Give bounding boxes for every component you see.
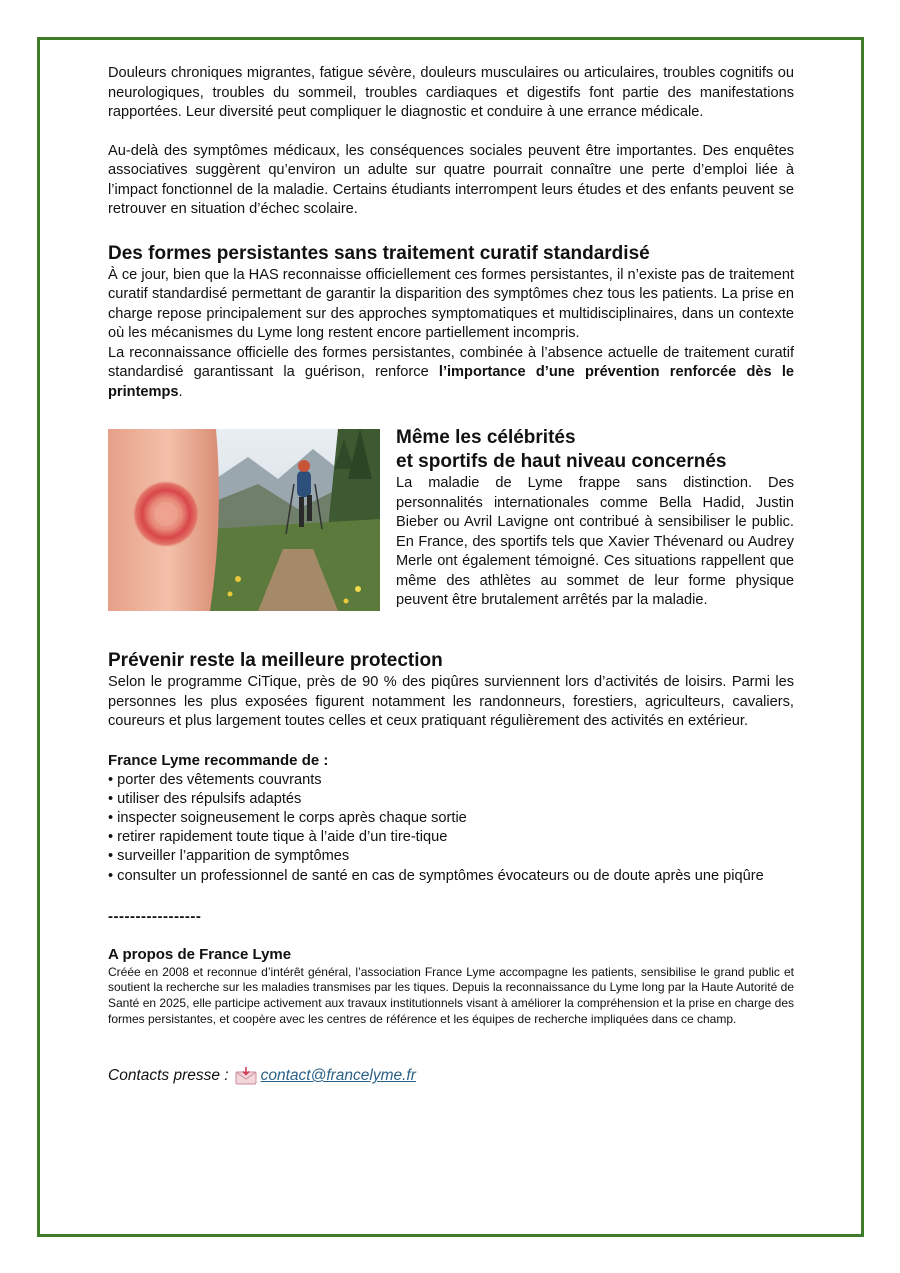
- list-item: • retirer rapidement toute tique à l’aide d’un tire-tique: [108, 829, 448, 846]
- celebrities-section: [108, 426, 794, 611]
- recommendations-list: [108, 771, 794, 886]
- list-item: • inspecter soigneusement le corps après chaque sortie: [108, 809, 467, 826]
- tick-bite-and-runner-photo: [108, 429, 380, 611]
- celebrities-paragraph: La maladie de Lyme frappe sans distinction. Des personnalités internationales comme Bella Hadid, Justin Bieber ou Avril Lavigne ont contribué à sensibiliser le public. En France, des sportifs tels que Xavier Thévenard ou Audrey Merle ont également témoigné. Ces situations rappellent que même des athlètes au sommet de leur forme physique peuvent être brutalement arrêtés par la maladie.: [396, 475, 794, 608]
- treatment-paragraph-1: À ce jour, bien que la HAS reconnaisse officiellement ces formes persistantes, il n’existe pas de traitement curatif standardisé permettant de garantir la disparition des symptômes chez tous les patients. La prise en charge repose principalement sur des approches symptomatiques et multidisciplinaires, dans un contexte où les mécanismes du Lyme long restent encore partiellement incompris.: [108, 266, 794, 341]
- about-paragraph: Créée en 2008 et reconnue d’intérêt général, l’association France Lyme accompagne les patients, sensibilise le grand public et soutient la recherche sur les maladies transmises par les tiques. Depuis la reconnaissance du Lyme long par la Haute Autorité de Santé en 2025, elle participe activement aux travaux institutionnels visant à améliorer la compréhension et la prise en charge des formes persistantes, et coopère avec les centres de référence et les équipes de recherche impliquées dans ce champ.: [108, 964, 794, 1026]
- prevention-paragraph: Selon le programme CiTique, près de 90 % des piqûres surviennent lors d’activités de loisirs. Parmi les personnes les plus exposées figurent notamment les randonneurs, forestiers, agriculteurs, cavaliers, coureurs et plus largement toutes celles et ceux pratiquant régulièrement des activités en extérieur.: [108, 674, 794, 729]
- intro-paragraph-1: Douleurs chroniques migrantes, fatigue sévère, douleurs musculaires ou articulaires, troubles cognitifs ou neurologiques, troubles du sommeil, troubles cardiaques et digestifs font partie des manifestations rapportées. Leur diversité peut compliquer le diagnostic et conduire à une errance médicale.: [108, 65, 794, 120]
- recommendations-title: France Lyme recommande de :: [108, 751, 329, 769]
- envelope-icon: [235, 1067, 257, 1085]
- celebrities-title: Même les célébrités et sportifs de haut niveau concernés: [396, 427, 727, 472]
- list-item: • consulter un professionnel de santé en cas de symptômes évocateurs ou de doute après une piqûre: [108, 867, 764, 884]
- list-item: • surveiller l’apparition de symptômes: [108, 848, 350, 865]
- about-title: A propos de France Lyme: [108, 945, 292, 963]
- celebrities-text: [396, 426, 794, 611]
- list-item: • utiliser des répulsifs adaptés: [108, 790, 302, 807]
- document-body: [108, 64, 794, 1085]
- contacts-label: Contacts presse :: [108, 1067, 229, 1085]
- list-item: • porter des vêtements couvrants: [108, 771, 322, 788]
- contact-email-link[interactable]: contact@francelyme.fr: [260, 1067, 416, 1085]
- section-title-treatment: Des formes persistantes sans traitement curatif standardisé: [108, 242, 650, 264]
- treatment-paragraph-2: La reconnaissance officielle des formes persistantes, combinée à l’absence actuelle de traitement curatif standardisé garantissant la guérison, renforce l’importance d’une prévention renforcée dès le printemps.: [108, 344, 795, 400]
- section-divider: -----------------: [108, 907, 202, 925]
- prevention-emphasis: l’importance d’une prévention renforcée dès le printemps: [108, 364, 795, 400]
- section-title-prevention: Prévenir reste la meilleure protection: [108, 650, 443, 671]
- press-contacts: [108, 1067, 794, 1085]
- intro-paragraph-2: Au-delà des symptômes médicaux, les conséquences sociales peuvent être importantes. Des enquêtes associatives suggèrent qu’environ un adulte sur quatre pourrait connaître une perte d’emploi liée à l’impact fonctionnel de la maladie. Certains étudiants interrompent leurs études et des enfants peuvent se retrouver en situation d’échec scolaire.: [108, 142, 794, 217]
